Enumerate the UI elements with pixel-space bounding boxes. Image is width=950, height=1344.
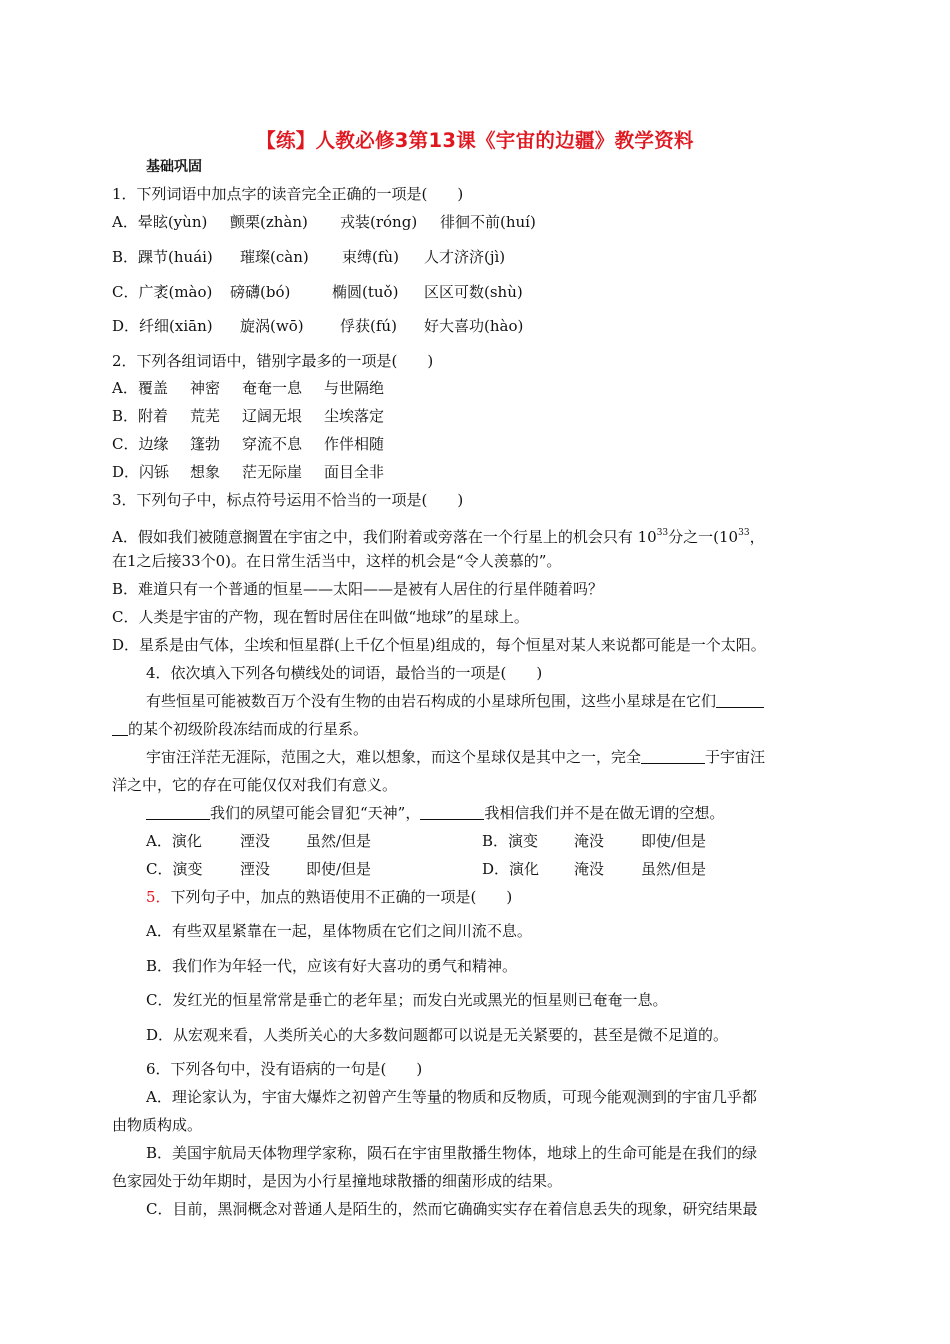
q4-s2-text: 宇宙汪洋茫无涯际，范围之大，难以想象，而这个星球仅是其中之一，完全 [146, 748, 642, 766]
section-heading: 基础巩固 [146, 159, 202, 175]
q4-blank-1 [716, 693, 764, 708]
q6-option-a-line2: 由物质构成。 [112, 1116, 203, 1134]
q2-option-b-2: 荒芜 [190, 407, 221, 425]
q3-option-a-line2: 在1之后接33个0)。在日常生活当中，这样的机会是“令人羡慕的”。 [112, 552, 562, 570]
q4-option-d-2: 淹没 [574, 860, 605, 878]
q1-option-d-2: 旋涡(wō) [240, 317, 304, 335]
q2-option-d-3: 茫无际崖 [242, 463, 303, 481]
q2-option-d-2: 想象 [190, 463, 221, 481]
q4-option-c-3: 即使/但是 [306, 860, 372, 878]
q4-option-a-3: 虽然/但是 [306, 832, 372, 850]
q6-option-b-line1: B．美国宇航局天体物理学家称，陨石在宇宙里散播生物体，地球上的生命可能是在我们的绿 [146, 1144, 758, 1162]
q4-option-d-1: D．演化 [482, 860, 540, 878]
q2-option-c-4: 作伴相随 [324, 435, 385, 453]
q3-option-d: D．星系是由气体，尘埃和恒星群(上千亿个恒星)组成的，每个恒星对某人来说都可能是一个太阳。 [112, 636, 766, 654]
q4-s2-text2: 于宇宙汪 [705, 748, 766, 766]
q2-option-c-3: 穿流不息 [242, 435, 303, 453]
q1-option-d-3: 俘获(fú) [340, 317, 397, 335]
q5-stem-line [146, 887, 512, 907]
q5-option-a: A．有些双星紧靠在一起，星体物质在它们之间川流不息。 [146, 922, 532, 940]
q4-option-a-1: A．演化 [146, 832, 202, 850]
q3-a-text1: A．假如我们被随意搁置在宇宙之中，我们附着或旁落在一个行星上的机会只有 10 [112, 528, 657, 546]
q6-stem: 6．下列各句中，没有语病的一句是( ) [146, 1060, 423, 1078]
q4-sentence2-line1 [146, 747, 765, 767]
q4-blank-2 [641, 749, 705, 764]
q4-blank-3 [146, 805, 210, 820]
q4-stem: 4．依次填入下列各句横线处的词语，最恰当的一项是( ) [146, 664, 543, 682]
q4-option-a-2: 湮没 [240, 832, 271, 850]
q5-option-d: D．从宏观来看，人类所关心的大多数问题都可以说是无关紧要的，甚至是微不足道的。 [146, 1026, 729, 1044]
q1-option-d-1: D．纤细(xiān) [112, 317, 213, 335]
q6-option-c-line1: C．目前，黑洞概念对普通人是陌生的，然而它确确实实存在着信息丢失的现象，研究结果最 [146, 1200, 758, 1218]
q2-option-d-1: D．闪铄 [112, 463, 170, 481]
q1-option-d-4: 好大喜功(hào) [424, 317, 524, 335]
q2-option-b-4: 尘埃落定 [324, 407, 385, 425]
q2-stem: 2．下列各组词语中，错别字最多的一项是( ) [112, 352, 434, 370]
q1-stem: 1．下列词语中加点字的读音完全正确的一项是( ) [112, 185, 464, 203]
q1-option-a-2: 颤栗(zhàn) [230, 213, 308, 231]
q1-option-c-1: C．广袤(mào) [112, 283, 213, 301]
q2-option-a-3: 奄奄一息 [242, 379, 303, 397]
q4-option-c-1: C．演变 [146, 860, 203, 878]
q1-option-b-3: 束缚(fù) [342, 248, 399, 266]
q4-option-b-1: B．演变 [482, 832, 539, 850]
q3-a-sup2: 33 [738, 528, 750, 538]
q3-stem: 3．下列句子中，标点符号运用不恰当的一项是( ) [112, 491, 464, 509]
q4-sentence3 [146, 803, 724, 823]
q1-option-b-2: 璀璨(càn) [240, 248, 309, 266]
q2-option-b-1: B．附着 [112, 407, 169, 425]
q4-sentence1-line1 [146, 691, 764, 711]
q4-s3-text2: 我相信我们并不是在做无谓的空想。 [484, 804, 725, 822]
q1-option-c-2: 磅礴(bó) [230, 283, 291, 301]
q4-s3-text: 我们的夙望可能会冒犯“天神”， [210, 804, 421, 822]
q4-s1-text: 有些恒星可能被数百万个没有生物的由岩石构成的小星球所包围，这些小星球是在它们 [146, 692, 717, 710]
q3-a-sup1: 33 [656, 528, 669, 538]
q1-option-a-4: 徘徊不前(huí) [440, 213, 536, 231]
q2-option-c-1: C．边缘 [112, 435, 169, 453]
q1-option-b-4: 人才济济(jì) [424, 248, 506, 266]
q4-sentence2-line2: 洋之中，它的存在可能仅仅对我们有意义。 [112, 776, 398, 794]
page-title: 【练】人教必修3第13课《宇宙的边疆》教学资料 [256, 129, 694, 152]
q2-option-c-2: 篷勃 [190, 435, 221, 453]
q1-option-c-4: 区区可数(shù) [424, 283, 523, 301]
q2-option-a-1: A．覆盖 [112, 379, 168, 397]
q4-blank-4 [420, 805, 484, 820]
q4-option-c-2: 湮没 [240, 860, 271, 878]
q1-option-c-3: 椭圆(tuǒ) [332, 283, 399, 301]
q3-a-text2: 分之一(10 [668, 528, 739, 546]
q5-stem: 下列句子中，加点的熟语使用不正确的一项是( ) [170, 888, 513, 906]
q4-s1-text2: 的某个初级阶段冻结而成的行星系。 [128, 720, 369, 738]
q2-option-a-2: 神密 [190, 379, 221, 397]
q5-number: 5． [146, 888, 171, 906]
q4-option-b-3: 即使/但是 [641, 832, 707, 850]
q4-sentence1-line2 [112, 719, 368, 739]
q2-option-a-4: 与世隔绝 [324, 379, 385, 397]
q3-option-a-line1 [112, 523, 765, 547]
q5-option-b: B．我们作为年轻一代，应该有好大喜功的勇气和精神。 [146, 957, 518, 975]
q2-option-b-3: 辽阔无垠 [242, 407, 303, 425]
q3-option-b: B．难道只有一个普通的恒星——太阳——是被有人居住的行星伴随着吗？ [112, 580, 604, 598]
q1-option-a-1: A．晕眩(yùn) [112, 213, 208, 231]
q3-a-text3: ， [749, 528, 765, 546]
q2-option-d-4: 面目全非 [324, 463, 385, 481]
q6-option-b-line2: 色家园处于幼年期时，是因为小行星撞地球散播的细菌形成的结果。 [112, 1172, 563, 1190]
q6-option-a-line1: A．理论家认为，宇宙大爆炸之初曾产生等量的物质和反物质，可现今能观测到的宇宙几乎都 [146, 1088, 757, 1106]
q1-option-a-3: 戎装(róng) [340, 213, 418, 231]
q4-blank-1-cont [112, 721, 128, 736]
q1-option-b-1: B．踝节(huái) [112, 248, 213, 266]
q4-option-d-3: 虽然/但是 [641, 860, 707, 878]
q4-option-b-2: 淹没 [574, 832, 605, 850]
q5-option-c: C．发红光的恒星常常是垂亡的老年星；而发白光或黑光的恒星则已奄奄一息。 [146, 991, 668, 1009]
q3-option-c: C．人类是宇宙的产物，现在暂时居住在叫做“地球”的星球上。 [112, 608, 529, 626]
